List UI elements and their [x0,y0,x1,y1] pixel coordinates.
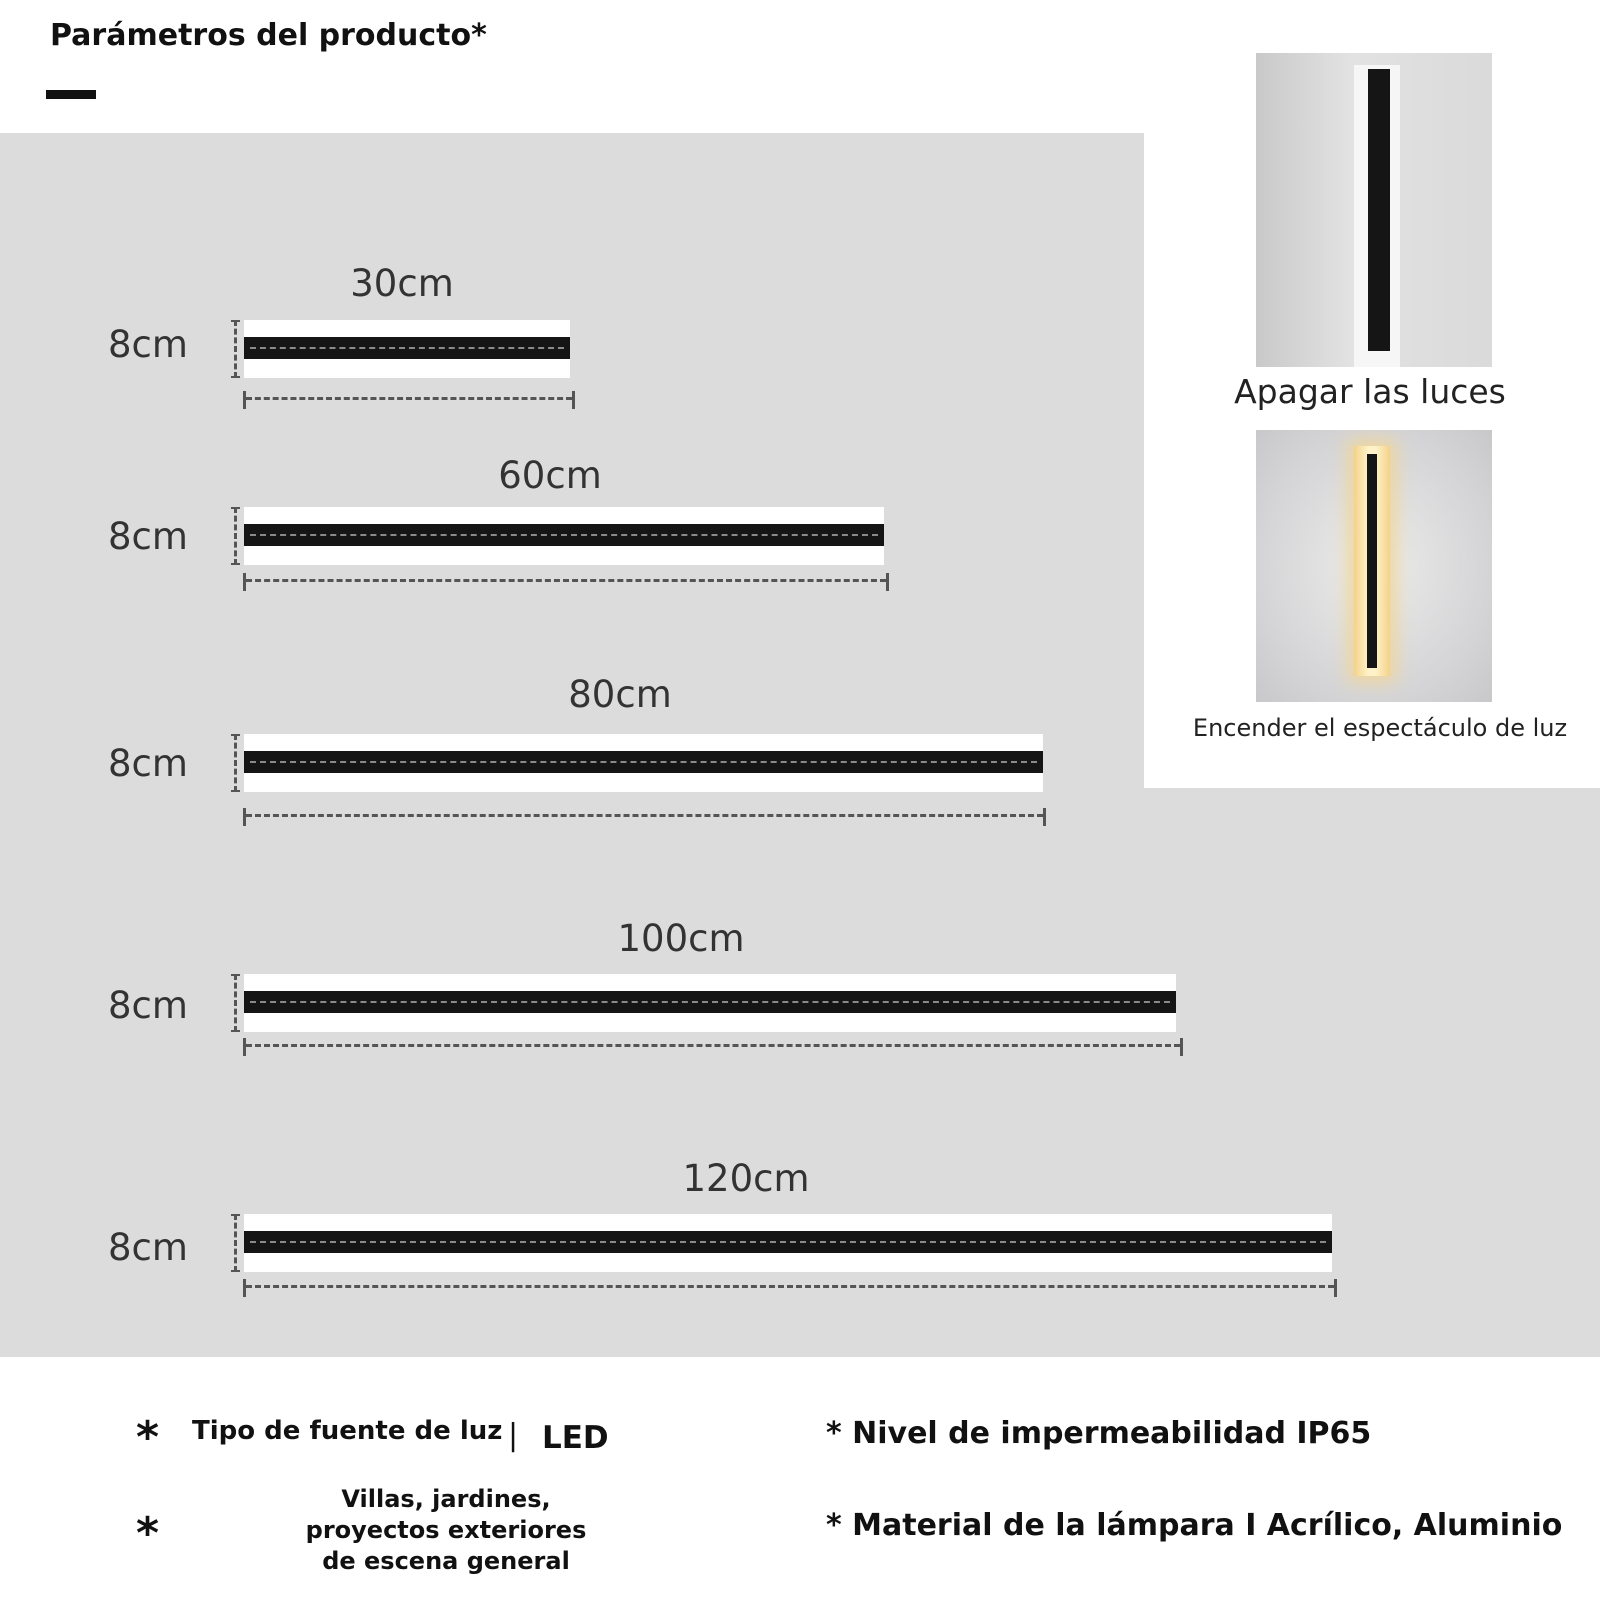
title-underline [46,90,96,99]
light-source-separator: | [508,1418,519,1453]
length-label: 60cm [498,454,602,497]
lamp-on-photo [1256,430,1492,702]
lamp-80 [244,734,1043,792]
length-label: 30cm [350,262,454,305]
lamp-on-bar [1367,454,1377,668]
height-dimension-line [234,1214,237,1272]
lamp-led-seam [250,1001,1170,1003]
lamp-30 [244,320,570,378]
height-label: 8cm [108,323,188,366]
light-source-label: Tipo de fuente de luz [192,1416,503,1446]
lamp-led-seam [250,1241,1326,1243]
height-label: 8cm [108,984,188,1027]
material-spec: * Material de la lámpara I Acrílico, Aluminio [826,1508,1563,1543]
height-dimension-line [234,974,237,1032]
bullet-star: * [136,1412,160,1463]
height-label: 8cm [108,1226,188,1269]
waterproof-spec: * Nivel de impermeabilidad IP65 [826,1416,1372,1451]
light-source-value: LED [542,1420,609,1456]
lamp-on-caption: Encender el espectáculo de luz [1192,714,1568,742]
length-dimension-line [246,397,572,400]
scenes-line-1: Villas, jardines, [341,1485,551,1513]
length-dimension-line [246,1285,1334,1288]
lamp-off-bar [1368,69,1390,351]
lamp-100 [244,974,1176,1032]
lamp-120 [244,1214,1332,1272]
lamp-60 [244,507,884,565]
height-dimension-line [234,734,237,792]
scenes-line-2: proyectos exteriores [305,1516,587,1544]
bullet-star: * [136,1508,160,1559]
length-label: 80cm [568,673,672,716]
length-label: 120cm [682,1157,810,1200]
length-dimension-line [246,579,886,582]
height-label: 8cm [108,515,188,558]
height-dimension-line [234,320,237,378]
height-dimension-line [234,507,237,565]
lamp-off-photo [1256,53,1492,367]
page-title: Parámetros del producto* [50,18,487,53]
lamp-led-seam [250,534,878,536]
length-dimension-line [246,814,1043,817]
length-label: 100cm [617,917,745,960]
scenes-line-3: de escena general [322,1547,570,1575]
height-label: 8cm [108,742,188,785]
lamp-led-seam [250,347,564,349]
lamp-off-caption: Apagar las luces [1234,372,1506,411]
lamp-led-seam [250,761,1037,763]
length-dimension-line [246,1044,1180,1047]
